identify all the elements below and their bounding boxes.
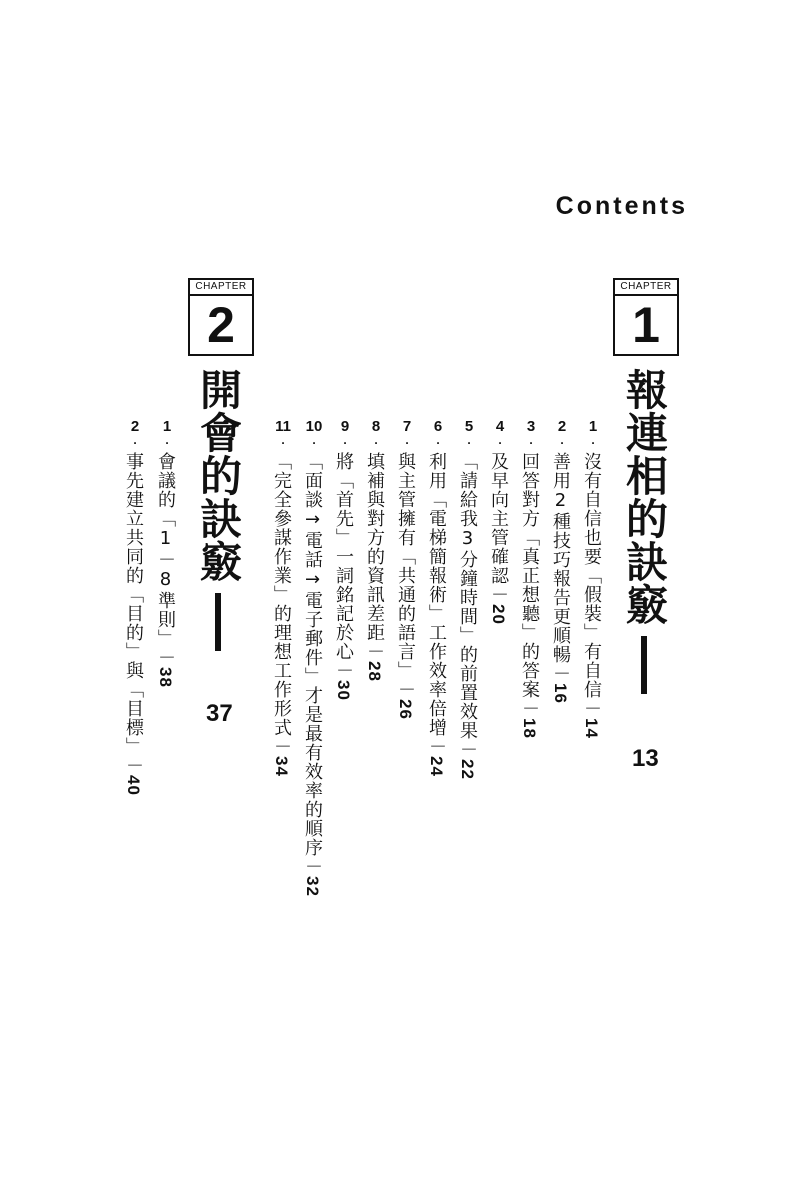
entry-1-10-page: 32: [303, 876, 322, 897]
entry-1-2-title: 善用2種技巧報告更順暢: [550, 452, 571, 664]
entry-1-8-number: 8 .: [371, 418, 381, 447]
entry-1-9-title: 將「首先」一詞銘記於心: [333, 452, 354, 661]
entry-1-5-number: 5 .: [464, 418, 474, 447]
chapter-2-badge: [188, 278, 254, 356]
entry-1-3[interactable]: 回答對方「真正想聽」的答案－18: [519, 452, 540, 739]
entry-1-11-title: 「完全參謀作業」的理想工作形式: [271, 452, 292, 737]
chapter-1-title-column: [620, 368, 669, 694]
entry-1-5-page: 22: [458, 759, 477, 780]
entry-1-5[interactable]: 「請給我3分鐘時間」的前置效果－22: [457, 452, 478, 780]
entry-1-1-title: 沒有自信也要「假裝」有自信: [581, 452, 602, 699]
entry-2-1-number: 1 .: [162, 418, 172, 447]
entry-1-8-page: 28: [365, 661, 384, 682]
entry-1-2[interactable]: 善用2種技巧報告更順暢－16: [550, 452, 571, 704]
entry-1-9-number: 9 .: [340, 418, 350, 447]
entry-1-1[interactable]: 沒有自信也要「假裝」有自信－14: [581, 452, 602, 739]
entry-2-2-number: 2 .: [130, 418, 140, 447]
entry-1-7-title: 與主管擁有「共通的語言」: [395, 452, 416, 680]
entry-1-3-page: 18: [520, 718, 539, 739]
entry-1-3-title: 回答對方「真正想聽」的答案: [519, 452, 540, 699]
entry-1-7-number: 7 .: [402, 418, 412, 447]
entry-1-11[interactable]: 「完全參謀作業」的理想工作形式－34: [271, 452, 292, 777]
entry-1-7[interactable]: 與主管擁有「共通的語言」－26: [395, 452, 416, 720]
entry-2-1-title: 會議的「1－8準則」: [155, 452, 176, 648]
entry-1-8-title: 填補與對方的資訊差距: [364, 452, 385, 642]
entry-2-2-title: 事先建立共同的「目的」與「目標」: [123, 452, 144, 756]
entry-1-6[interactable]: 利用「電梯簡報術」工作效率倍增－24: [426, 452, 447, 777]
entry-2-1-page: 38: [156, 667, 175, 688]
contents-heading: Contents: [555, 192, 688, 220]
entry-1-11-page: 34: [272, 756, 291, 777]
entry-2-2-page: 40: [124, 775, 143, 796]
chapter-2-title-dash: [215, 593, 221, 651]
entry-1-8[interactable]: 填補與對方的資訊差距－28: [364, 452, 385, 682]
entry-1-1-number: 1 .: [588, 418, 598, 447]
chapter-1-page: 13: [632, 745, 659, 772]
chapter-2-number: 2: [207, 297, 235, 353]
entry-1-3-number: 3 .: [526, 418, 536, 447]
chapter-1-badge: [613, 278, 679, 356]
entry-1-2-number: 2 .: [557, 418, 567, 447]
entry-1-10-number: 10 .: [305, 418, 323, 447]
entry-1-1-page: 14: [582, 718, 601, 739]
chapter-1-number: 1: [632, 297, 660, 353]
entry-1-6-number: 6 .: [433, 418, 443, 447]
chapter-1-title-dash: [641, 636, 647, 694]
entry-1-9-page: 30: [334, 680, 353, 701]
entry-1-7-page: 26: [396, 699, 415, 720]
entry-1-6-title: 利用「電梯簡報術」工作效率倍增: [426, 452, 447, 737]
chapter-2-badge-label: CHAPTER: [190, 280, 252, 296]
entry-1-11-number: 11 .: [275, 418, 291, 447]
chapter-2-title: 開會的訣竅: [194, 368, 243, 583]
chapter-1-badge-label: CHAPTER: [615, 280, 677, 296]
entry-1-5-title: 「請給我3分鐘時間」的前置效果: [457, 452, 478, 740]
entry-1-4-page: 20: [489, 604, 508, 625]
entry-1-10[interactable]: 「面談→電話→電子郵件」才是最有效率的順序－32: [302, 452, 323, 897]
entry-1-9[interactable]: 將「首先」一詞銘記於心－30: [333, 452, 354, 701]
entry-1-4-title: 及早向主管確認: [488, 452, 509, 585]
entry-1-6-page: 24: [427, 756, 446, 777]
entry-1-4-number: 4 .: [495, 418, 505, 447]
chapter-2-page: 37: [206, 700, 233, 727]
chapter-1-title: 報連相的訣竅: [620, 368, 669, 626]
entry-2-1[interactable]: 會議的「1－8準則」－38: [155, 452, 176, 688]
entry-1-10-title: 「面談→電話→電子郵件」才是最有效率的順序: [302, 452, 323, 857]
entry-2-2[interactable]: 事先建立共同的「目的」與「目標」－40: [123, 452, 144, 796]
entry-1-4[interactable]: 及早向主管確認－20: [488, 452, 509, 625]
entry-1-2-page: 16: [551, 683, 570, 704]
chapter-2-title-column: [194, 368, 243, 651]
